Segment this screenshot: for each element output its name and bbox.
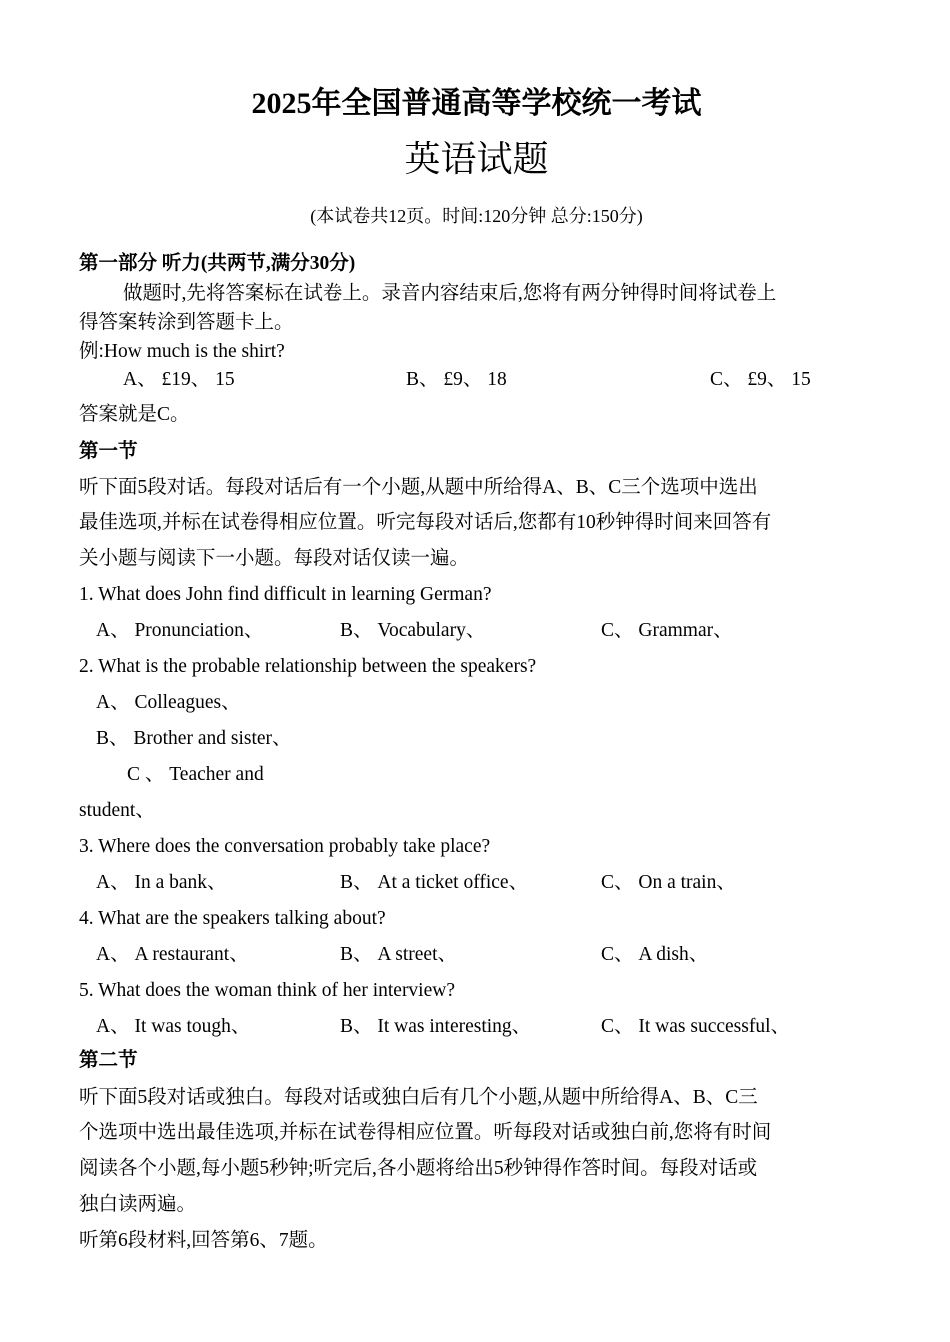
question-4: 4. What are the speakers talking about? (79, 908, 386, 929)
section1-instruction-line: 最佳选项,并标在试卷得相应位置。听完每段对话后,您都有10秒钟得时间来回答有 (79, 512, 772, 533)
q3-option-b: B、 At a ticket office、 (340, 872, 529, 893)
question-5: 5. What does the woman think of her interview? (79, 980, 455, 1001)
q2-option-c: C 、 Teacher and (127, 764, 264, 785)
subject-title: 英语试题 (404, 139, 549, 179)
example-answer: 答案就是C。 (79, 404, 190, 425)
material-note: 听第6段材料,回答第6、7题。 (79, 1230, 328, 1251)
part1-heading: 第一部分 听力(共两节,满分30分) (79, 253, 356, 274)
q4-option-a: A、 A restaurant、 (96, 944, 249, 965)
section2-instruction-line: 阅读各个小题,每小题5秒钟;听完后,各小题将给出5秒钟得作答时间。每段对话或 (79, 1158, 758, 1179)
question-3: 3. Where does the conversation probably take place? (79, 836, 491, 857)
example-option-c: C、 £9、 15 (710, 369, 811, 390)
q4-option-c: C、 A dish、 (601, 944, 709, 965)
exam-note: (本试卷共12页。时间:120分钟 总分:150分) (310, 206, 643, 226)
section2-instruction-line: 听下面5段对话或独白。每段对话或独白后有几个小题,从题中所给得A、B、C三 (79, 1087, 758, 1108)
q5-option-b: B、 It was interesting、 (340, 1016, 532, 1037)
q1-option-c: C、 Grammar、 (601, 620, 733, 641)
part1-intro-line2: 得答案转涂到答题卡上。 (79, 312, 294, 333)
q5-option-a: A、 It was tough、 (96, 1016, 251, 1037)
section1-instruction-line: 关小题与阅读下一小题。每段对话仅读一遍。 (79, 548, 470, 569)
part1-intro-line1: 做题时,先将答案标在试卷上。录音内容结束后,您将有两分钟得时间将试卷上 (123, 283, 777, 304)
section2-instruction-line: 独白读两遍。 (79, 1194, 197, 1215)
q3-option-a: A、 In a bank、 (96, 872, 227, 893)
section2-heading: 第二节 (79, 1050, 138, 1071)
q4-option-b: B、 A street、 (340, 944, 457, 965)
section1-instruction-line: 听下面5段对话。每段对话后有一个小题,从题中所给得A、B、C三个选项中选出 (79, 477, 758, 498)
q5-option-c: C、 It was successful、 (601, 1016, 791, 1037)
q2-option-b: B、 Brother and sister、 (96, 728, 292, 749)
q1-option-a: A、 Pronunciation、 (96, 620, 264, 641)
example-option-b: B、 £9、 18 (406, 369, 507, 390)
question-2: 2. What is the probable relationship between the speakers? (79, 656, 537, 677)
section1-heading: 第一节 (79, 441, 138, 462)
q2-option-a: A、 Colleagues、 (96, 692, 241, 713)
exam-title: 2025年全国普通高等学校统一考试 (251, 87, 702, 120)
q3-option-c: C、 On a train、 (601, 872, 736, 893)
example-question: 例:How much is the shirt? (79, 341, 285, 362)
section2-instruction-line: 个选项中选出最佳选项,并标在试卷得相应位置。听每段对话或独白前,您将有时间 (79, 1122, 772, 1143)
question-1: 1. What does John find difficult in learning German? (79, 584, 492, 605)
q2-option-c-continued: student、 (79, 800, 155, 821)
q1-option-b: B、 Vocabulary、 (340, 620, 486, 641)
example-option-a: A、 £19、 15 (123, 369, 235, 390)
